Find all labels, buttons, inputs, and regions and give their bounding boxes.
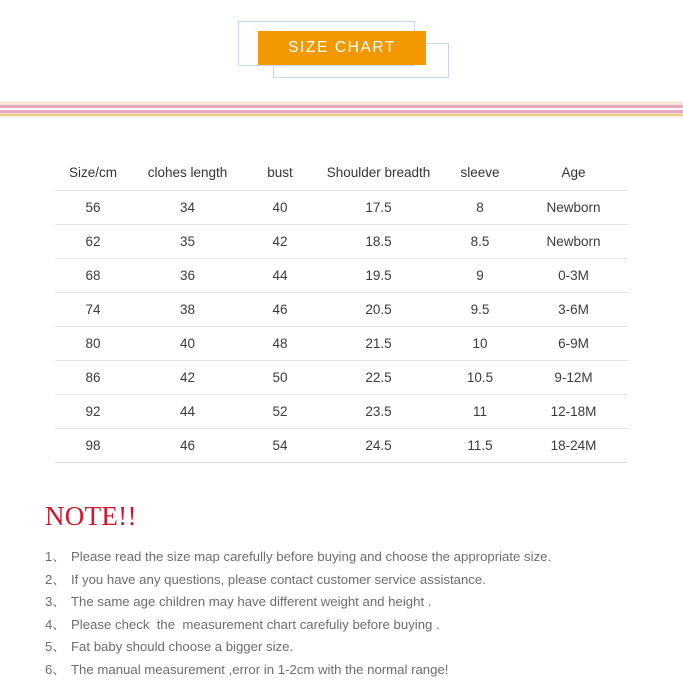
- cell-bust: 50: [244, 361, 316, 395]
- cell-shoulder-breadth: 21.5: [316, 327, 441, 361]
- cell-bust: 42: [244, 225, 316, 259]
- cell-size: 74: [55, 293, 131, 327]
- cell-clothes-length: 42: [131, 361, 244, 395]
- table-row: [55, 259, 628, 293]
- size-chart-banner: [258, 31, 426, 65]
- cell-size: 68: [55, 259, 131, 293]
- cell-size: 56: [55, 191, 131, 225]
- cell-sleeve: 11: [441, 395, 519, 429]
- cell-clothes-length: 44: [131, 395, 244, 429]
- cell-sleeve: 9: [441, 259, 519, 293]
- column-header-age: Age: [519, 155, 628, 191]
- cell-sleeve: 11.5: [441, 429, 519, 463]
- cell-sleeve: 8.5: [441, 225, 519, 259]
- notes-title: NOTE!!: [45, 501, 137, 531]
- cell-bust: 46: [244, 293, 316, 327]
- table-row: [55, 361, 628, 395]
- table-row: [55, 293, 628, 327]
- note-number: 6、: [45, 661, 66, 677]
- cell-size: 98: [55, 429, 131, 463]
- cell-age: 9-12M: [519, 361, 628, 395]
- table-row: [55, 191, 628, 225]
- note-item: [45, 636, 665, 659]
- cell-age: Newborn: [519, 191, 628, 225]
- cell-clothes-length: 38: [131, 293, 244, 327]
- table-row: [55, 429, 628, 463]
- note-number: 3、: [45, 594, 66, 609]
- cell-bust: 48: [244, 327, 316, 361]
- note-number: 2、: [45, 571, 66, 587]
- cell-bust: 40: [244, 191, 316, 225]
- notes-list: [45, 546, 665, 681]
- table-header-row: [55, 155, 628, 191]
- cell-shoulder-breadth: 22.5: [316, 361, 441, 395]
- note-item: [45, 569, 665, 592]
- cell-clothes-length: 46: [131, 429, 244, 463]
- stripe-divider: [0, 101, 683, 118]
- stripe-line-cream-bottom: [0, 116, 683, 118]
- column-header-size: Size/cm: [55, 155, 131, 191]
- note-number: 4、: [45, 616, 66, 632]
- note-item: [45, 546, 665, 569]
- column-header-shoulder-breadth: Shoulder breadth: [316, 155, 441, 191]
- cell-age: Newborn: [519, 225, 628, 259]
- cell-sleeve: 10.5: [441, 361, 519, 395]
- cell-age: 3-6M: [519, 293, 628, 327]
- note-item: [45, 614, 665, 637]
- note-text: Fat baby should choose a bigger size.: [71, 639, 294, 654]
- cell-age: 18-24M: [519, 429, 628, 463]
- note-text: The manual measurement ,error in 1-2cm with the normal range!: [71, 661, 449, 677]
- cell-bust: 54: [244, 429, 316, 463]
- cell-size: 86: [55, 361, 131, 395]
- cell-bust: 52: [244, 395, 316, 429]
- cell-sleeve: 8: [441, 191, 519, 225]
- cell-sleeve: 9.5: [441, 293, 519, 327]
- cell-age: 6-9M: [519, 327, 628, 361]
- cell-size: 62: [55, 225, 131, 259]
- size-chart-table: [55, 155, 628, 463]
- cell-shoulder-breadth: 24.5: [316, 429, 441, 463]
- note-text: The same age children may have different weight and height .: [71, 594, 432, 609]
- cell-shoulder-breadth: 23.5: [316, 395, 441, 429]
- cell-shoulder-breadth: 20.5: [316, 293, 441, 327]
- note-number: 5、: [45, 639, 66, 654]
- table-header: [55, 155, 628, 191]
- table-row: [55, 225, 628, 259]
- note-item: [45, 659, 665, 682]
- table-body: [55, 191, 628, 463]
- cell-shoulder-breadth: 18.5: [316, 225, 441, 259]
- cell-size: 92: [55, 395, 131, 429]
- note-number: 1、: [45, 549, 66, 564]
- size-table-container: [55, 155, 628, 463]
- cell-shoulder-breadth: 17.5: [316, 191, 441, 225]
- cell-sleeve: 10: [441, 327, 519, 361]
- header-banner-area: [0, 0, 683, 100]
- column-header-bust: bust: [244, 155, 316, 191]
- note-text: Please check the measurement chart carefuliy before buying .: [71, 616, 440, 632]
- column-header-sleeve: sleeve: [441, 155, 519, 191]
- cell-clothes-length: 36: [131, 259, 244, 293]
- note-item: [45, 591, 665, 614]
- cell-age: 0-3M: [519, 259, 628, 293]
- note-text: If you have any questions, please contact customer service assistance.: [71, 571, 486, 587]
- cell-clothes-length: 34: [131, 191, 244, 225]
- banner-title: SIZE CHART: [288, 39, 396, 56]
- note-text: Please read the size map carefully before buying and choose the appropriate size.: [71, 549, 552, 564]
- cell-clothes-length: 40: [131, 327, 244, 361]
- cell-shoulder-breadth: 19.5: [316, 259, 441, 293]
- notes-section: [45, 500, 665, 681]
- table-row: [55, 327, 628, 361]
- table-row: [55, 395, 628, 429]
- cell-bust: 44: [244, 259, 316, 293]
- cell-size: 80: [55, 327, 131, 361]
- cell-clothes-length: 35: [131, 225, 244, 259]
- column-header-clothes-length: clohes length: [131, 155, 244, 191]
- cell-age: 12-18M: [519, 395, 628, 429]
